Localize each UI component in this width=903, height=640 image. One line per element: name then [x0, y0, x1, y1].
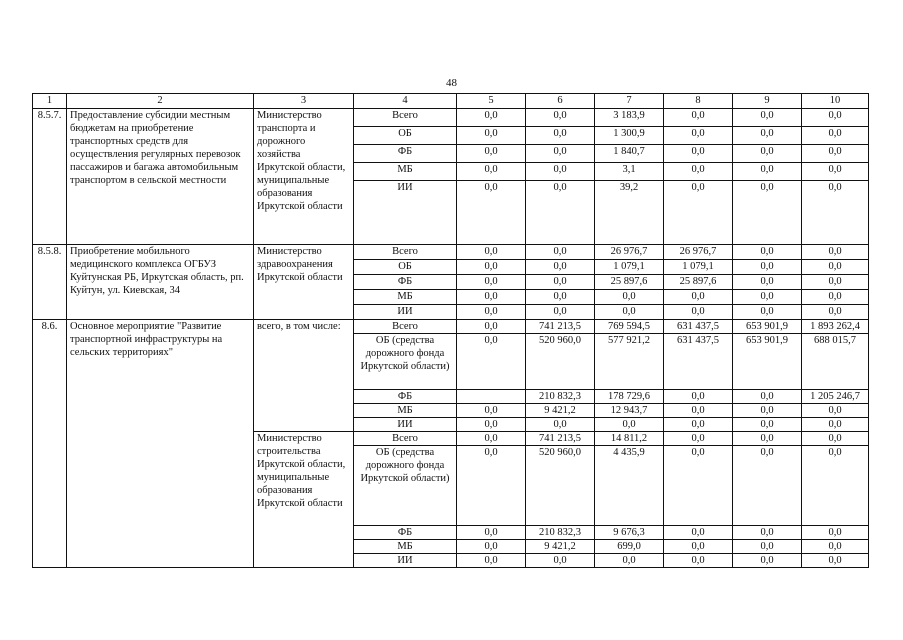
source-cell: Всего [354, 245, 457, 260]
value-cell: 1 079,1 [664, 260, 733, 275]
source-cell: МБ [354, 540, 457, 554]
value-cell: 0,0 [526, 290, 595, 305]
page-number: 48 [446, 77, 457, 89]
header-cell: 5 [457, 94, 526, 109]
value-cell: 699,0 [595, 540, 664, 554]
value-cell: 653 901,9 [733, 334, 802, 390]
header-cell: 7 [595, 94, 664, 109]
value-cell: 3,1 [595, 163, 664, 181]
value-cell: 631 437,5 [664, 320, 733, 334]
value-cell: 0,0 [526, 554, 595, 568]
value-cell: 577 921,2 [595, 334, 664, 390]
value-cell: 0,0 [457, 290, 526, 305]
header-cell: 3 [254, 94, 354, 109]
value-cell: 0,0 [457, 245, 526, 260]
value-cell: 0,0 [664, 305, 733, 320]
value-cell: 0,0 [457, 526, 526, 540]
value-cell: 0,0 [595, 290, 664, 305]
source-cell: МБ [354, 290, 457, 305]
value-cell: 14 811,2 [595, 432, 664, 446]
value-cell: 0,0 [802, 163, 869, 181]
row-code: 8.5.7. [33, 109, 67, 245]
value-cell: 0,0 [802, 260, 869, 275]
value-cell: 0,0 [733, 245, 802, 260]
value-cell: 0,0 [457, 334, 526, 390]
source-cell: МБ [354, 404, 457, 418]
budget-table [32, 93, 869, 568]
source-cell: ФБ [354, 390, 457, 404]
value-cell: 0,0 [664, 526, 733, 540]
header-cell: 1 [33, 94, 67, 109]
value-cell: 0,0 [733, 305, 802, 320]
value-cell: 769 594,5 [595, 320, 664, 334]
source-cell: ИИ [354, 554, 457, 568]
value-cell: 0,0 [526, 418, 595, 432]
value-cell: 0,0 [664, 127, 733, 145]
section-858 [33, 245, 869, 320]
value-cell: 0,0 [526, 245, 595, 260]
row-code: 8.5.8. [33, 245, 67, 320]
value-cell: 0,0 [457, 554, 526, 568]
executor: Министерство строительства Иркутской области, муниципальные образования Иркутской области [254, 432, 354, 568]
header-cell: 9 [733, 94, 802, 109]
value-cell: 0,0 [733, 127, 802, 145]
value-cell: 0,0 [802, 526, 869, 540]
header-cell: 10 [802, 94, 869, 109]
value-cell: 0,0 [457, 275, 526, 290]
value-cell: 0,0 [733, 163, 802, 181]
value-cell: 0,0 [664, 404, 733, 418]
value-cell: 0,0 [733, 390, 802, 404]
value-cell: 0,0 [733, 404, 802, 418]
value-cell: 0,0 [595, 305, 664, 320]
value-cell: 1 300,9 [595, 127, 664, 145]
value-cell: 0,0 [802, 404, 869, 418]
value-cell: 9 676,3 [595, 526, 664, 540]
value-cell: 39,2 [595, 181, 664, 245]
value-cell: 0,0 [457, 418, 526, 432]
value-cell: 0,0 [733, 181, 802, 245]
value-cell: 0,0 [457, 145, 526, 163]
value-cell: 0,0 [802, 554, 869, 568]
row-code: 8.6. [33, 320, 67, 568]
value-cell: 1 840,7 [595, 145, 664, 163]
value-cell: 178 729,6 [595, 390, 664, 404]
value-cell: 0,0 [733, 275, 802, 290]
value-cell: 688 015,7 [802, 334, 869, 390]
value-cell: 0,0 [802, 446, 869, 526]
section-857 [33, 109, 869, 245]
value-cell: 26 976,7 [664, 245, 733, 260]
value-cell: 210 832,3 [526, 390, 595, 404]
value-cell: 0,0 [664, 290, 733, 305]
executor: Министерство здравоохранения Иркутской области [254, 245, 354, 320]
source-cell: ОБ (средства дорожного фонда Иркутской области) [354, 334, 457, 390]
source-cell: ОБ [354, 260, 457, 275]
value-cell: 0,0 [802, 432, 869, 446]
value-cell: 0,0 [664, 390, 733, 404]
value-cell: 0,0 [733, 109, 802, 127]
value-cell: 0,0 [664, 109, 733, 127]
value-cell: 4 435,9 [595, 446, 664, 526]
value-cell: 0,0 [457, 109, 526, 127]
value-cell: 1 893 262,4 [802, 320, 869, 334]
value-cell: 12 943,7 [595, 404, 664, 418]
value-cell: 0,0 [733, 432, 802, 446]
value-cell: 210 832,3 [526, 526, 595, 540]
value-cell: 0,0 [457, 305, 526, 320]
source-cell: ИИ [354, 305, 457, 320]
value-cell: 0,0 [733, 418, 802, 432]
value-cell: 1 079,1 [595, 260, 664, 275]
value-cell: 25 897,6 [664, 275, 733, 290]
value-cell: 0,0 [802, 109, 869, 127]
header-cell: 8 [664, 94, 733, 109]
value-cell: 0,0 [595, 418, 664, 432]
value-cell: 0,0 [457, 127, 526, 145]
source-cell: ФБ [354, 145, 457, 163]
source-cell: Всего [354, 320, 457, 334]
value-cell: 0,0 [664, 145, 733, 163]
header-row [33, 94, 869, 109]
value-cell: 0,0 [733, 260, 802, 275]
value-cell: 0,0 [457, 320, 526, 334]
header-cell: 4 [354, 94, 457, 109]
value-cell: 520 960,0 [526, 334, 595, 390]
value-cell: 0,0 [457, 181, 526, 245]
value-cell: 0,0 [733, 554, 802, 568]
source-cell: ИИ [354, 418, 457, 432]
source-cell: ОБ (средства дорожного фонда Иркутской области) [354, 446, 457, 526]
source-cell: ФБ [354, 526, 457, 540]
value-cell: 0,0 [733, 540, 802, 554]
value-cell: 0,0 [526, 145, 595, 163]
value-cell: 0,0 [664, 446, 733, 526]
source-cell: Всего [354, 432, 457, 446]
value-cell: 741 213,5 [526, 320, 595, 334]
value-cell: 0,0 [664, 163, 733, 181]
source-cell: ИИ [354, 181, 457, 245]
table-row [33, 320, 869, 334]
value-cell: 0,0 [802, 127, 869, 145]
value-cell: 0,0 [664, 432, 733, 446]
value-cell: 0,0 [526, 181, 595, 245]
section-86 [33, 320, 869, 568]
source-cell: Всего [354, 109, 457, 127]
value-cell: 0,0 [526, 305, 595, 320]
value-cell: 520 960,0 [526, 446, 595, 526]
value-cell: 0,0 [733, 290, 802, 305]
source-cell: ОБ [354, 127, 457, 145]
value-cell: 0,0 [733, 145, 802, 163]
value-cell: 0,0 [457, 260, 526, 275]
header-cell: 2 [67, 94, 254, 109]
source-cell: МБ [354, 163, 457, 181]
value-cell: 0,0 [802, 540, 869, 554]
value-cell: 0,0 [526, 260, 595, 275]
value-cell: 26 976,7 [595, 245, 664, 260]
value-cell: 0,0 [802, 275, 869, 290]
value-cell: 631 437,5 [664, 334, 733, 390]
value-cell: 0,0 [802, 290, 869, 305]
value-cell: 0,0 [664, 540, 733, 554]
value-cell: 0,0 [526, 275, 595, 290]
value-cell [457, 390, 526, 404]
table-row [33, 109, 869, 127]
measure-name: Приобретение мобильного медицинского комплекса ОГБУЗ Куйтунская РБ, Иркутская область, рп. Куйтун, ул. Киевская, 34 [67, 245, 254, 320]
value-cell: 3 183,9 [595, 109, 664, 127]
executor: всего, в том числе: [254, 320, 354, 432]
value-cell: 0,0 [802, 181, 869, 245]
value-cell: 0,0 [457, 446, 526, 526]
value-cell: 0,0 [595, 554, 664, 568]
value-cell: 0,0 [526, 163, 595, 181]
value-cell: 741 213,5 [526, 432, 595, 446]
source-cell: ФБ [354, 275, 457, 290]
value-cell: 25 897,6 [595, 275, 664, 290]
executor: Министерство транспорта и дорожного хозяйства Иркутской области, муниципальные образования Иркутской области [254, 109, 354, 245]
header-cell: 6 [526, 94, 595, 109]
value-cell: 0,0 [664, 418, 733, 432]
value-cell: 0,0 [457, 540, 526, 554]
value-cell: 653 901,9 [733, 320, 802, 334]
table-row [33, 245, 869, 260]
value-cell: 0,0 [526, 109, 595, 127]
value-cell: 0,0 [664, 181, 733, 245]
value-cell: 0,0 [802, 245, 869, 260]
value-cell: 1 205 246,7 [802, 390, 869, 404]
measure-name: Основное мероприятие "Развитие транспортной инфраструктуры на сельских территориях" [67, 320, 254, 568]
value-cell: 0,0 [733, 526, 802, 540]
value-cell: 0,0 [802, 145, 869, 163]
value-cell: 0,0 [802, 418, 869, 432]
value-cell: 9 421,2 [526, 404, 595, 418]
value-cell: 0,0 [457, 404, 526, 418]
value-cell: 0,0 [457, 432, 526, 446]
value-cell: 0,0 [664, 554, 733, 568]
value-cell: 0,0 [526, 127, 595, 145]
value-cell: 0,0 [733, 446, 802, 526]
value-cell: 0,0 [457, 163, 526, 181]
value-cell: 9 421,2 [526, 540, 595, 554]
value-cell: 0,0 [802, 305, 869, 320]
measure-name: Предоставление субсидии местным бюджетам на приобретение транспортных средств для осуществления регулярных перевозок пассажиров и багажа автомобильным транспортом в сельской местности [67, 109, 254, 245]
